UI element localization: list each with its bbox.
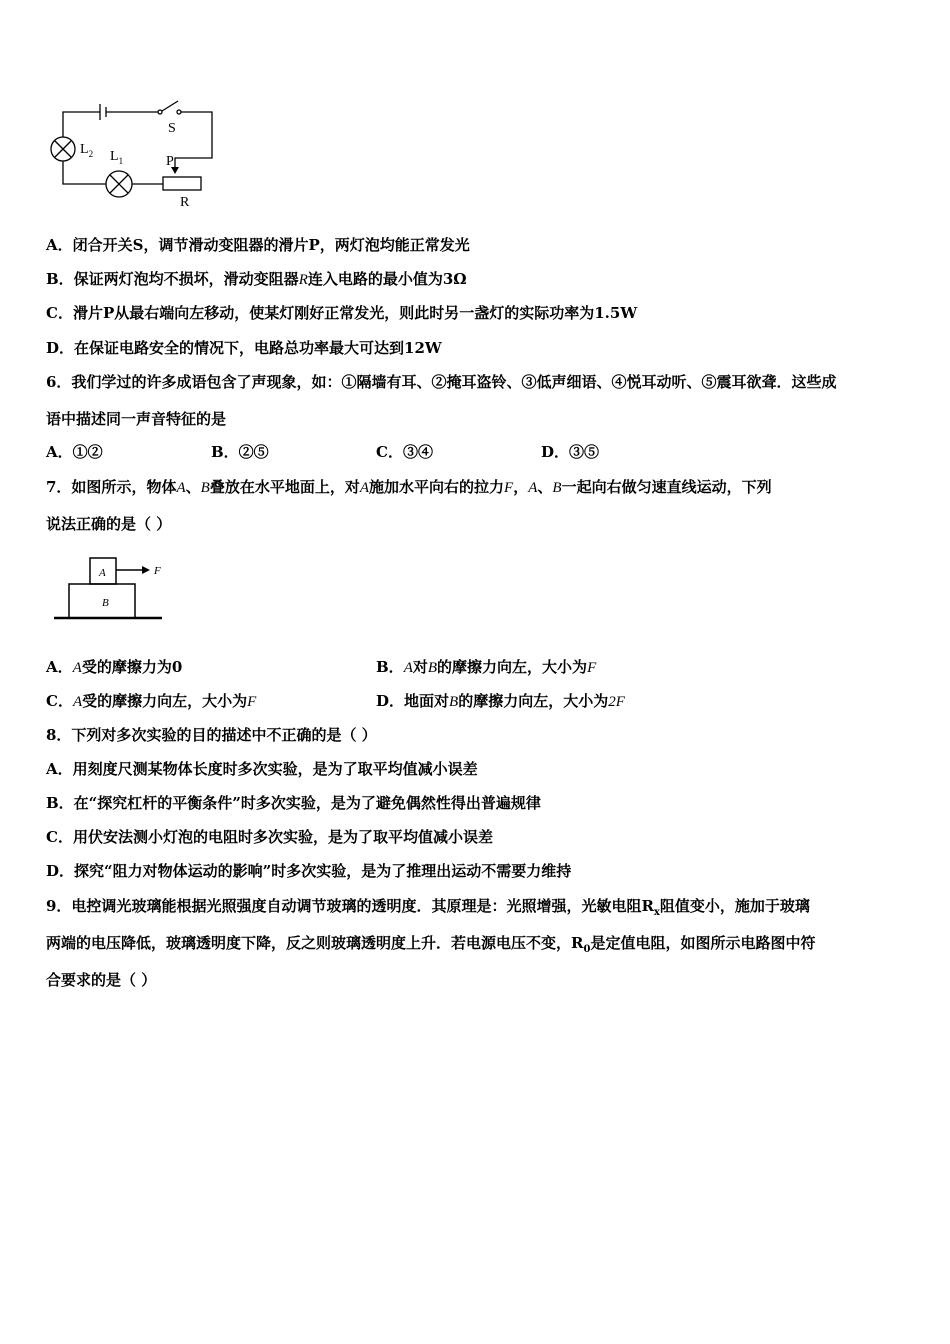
q7-option-a: A．A受的摩擦力为0	[46, 658, 183, 676]
R-label: R	[180, 195, 190, 210]
q8-option-d: D．探究“阻力对物体运动的影响”时多次实验，是为了推理出运动不需要力维持	[46, 862, 572, 880]
L2-label: $L_2$	[80, 142, 94, 159]
q6-option-b: B．②⑤	[211, 443, 269, 461]
q7-stem-line2: 说法正确的是（ ）	[46, 515, 172, 533]
L1-label: $L_1$	[110, 149, 124, 166]
blocks-diagram	[50, 550, 170, 628]
P-label: P	[166, 154, 174, 169]
q6-option-a: A．①②	[46, 443, 103, 461]
q6-option-d: D．③⑤	[541, 443, 600, 461]
q7-option-d: D．地面对B的摩擦力向左，大小为2F	[376, 692, 625, 710]
q7-stem-line1: 7．如图所示，物体A、B叠放在水平地面上，对A施加水平向右的拉力F，A、B一起向右做匀速直线运动，下列	[46, 478, 772, 496]
block-b-label: B	[102, 597, 109, 609]
circuit-diagram	[40, 95, 230, 210]
q6-stem-line1: 6．我们学过的许多成语包含了声现象，如：①隔墙有耳、②掩耳盗铃、③低声细语、④悦耳动听、⑤震耳欲聋．这些成	[46, 373, 837, 391]
q5-option-b: B．保证两灯泡均不损坏，滑动变阻器R连入电路的最小值为3Ω	[46, 270, 467, 288]
q9-stem-line1: 9．电控调光玻璃能根据光照强度自动调节玻璃的透明度．其原理是：光照增强，光敏电阻$R_x$阻值变小，施加于玻璃	[46, 897, 810, 918]
q8-option-c: C．用伏安法测小灯泡的电阻时多次实验，是为了取平均值减小误差	[46, 828, 493, 846]
q9-stem-line3: 合要求的是（ ）	[46, 971, 157, 989]
q5-option-a: A．闭合开关S，调节滑动变阻器的滑片P，两灯泡均能正常发光	[46, 236, 470, 254]
S-label: S	[168, 121, 176, 136]
q8-option-a: A．用刻度尺测某物体长度时多次实验，是为了取平均值减小误差	[46, 760, 478, 778]
force-f-label: F	[154, 565, 161, 577]
q8-stem: 8．下列对多次实验的目的描述中不正确的是（ ）	[46, 726, 377, 744]
block-a-label: A	[99, 567, 106, 579]
q6-option-c: C．③④	[376, 443, 433, 461]
q5-option-c: C．滑片P从最右端向左移动，使某灯刚好正常发光，则此时另一盏灯的实际功率为1.5W	[46, 304, 638, 322]
q7-option-c: C．A受的摩擦力向左，大小为F	[46, 692, 257, 710]
q6-stem-line2: 语中描述同一声音特征的是	[46, 410, 227, 428]
q9-stem-line2: 两端的电压降低，玻璃透明度下降，反之则玻璃透明度上升．若电源电压不变，$R_0$是定值电阻，如图所示电路图中符	[46, 934, 816, 955]
q8-option-b: B．在“探究杠杆的平衡条件”时多次实验，是为了避免偶然性得出普遍规律	[46, 794, 541, 812]
q7-option-b: B．A对B的摩擦力向左，大小为F	[376, 658, 597, 676]
q5-option-d: D．在保证电路安全的情况下，电路总功率最大可达到12W	[46, 339, 442, 357]
